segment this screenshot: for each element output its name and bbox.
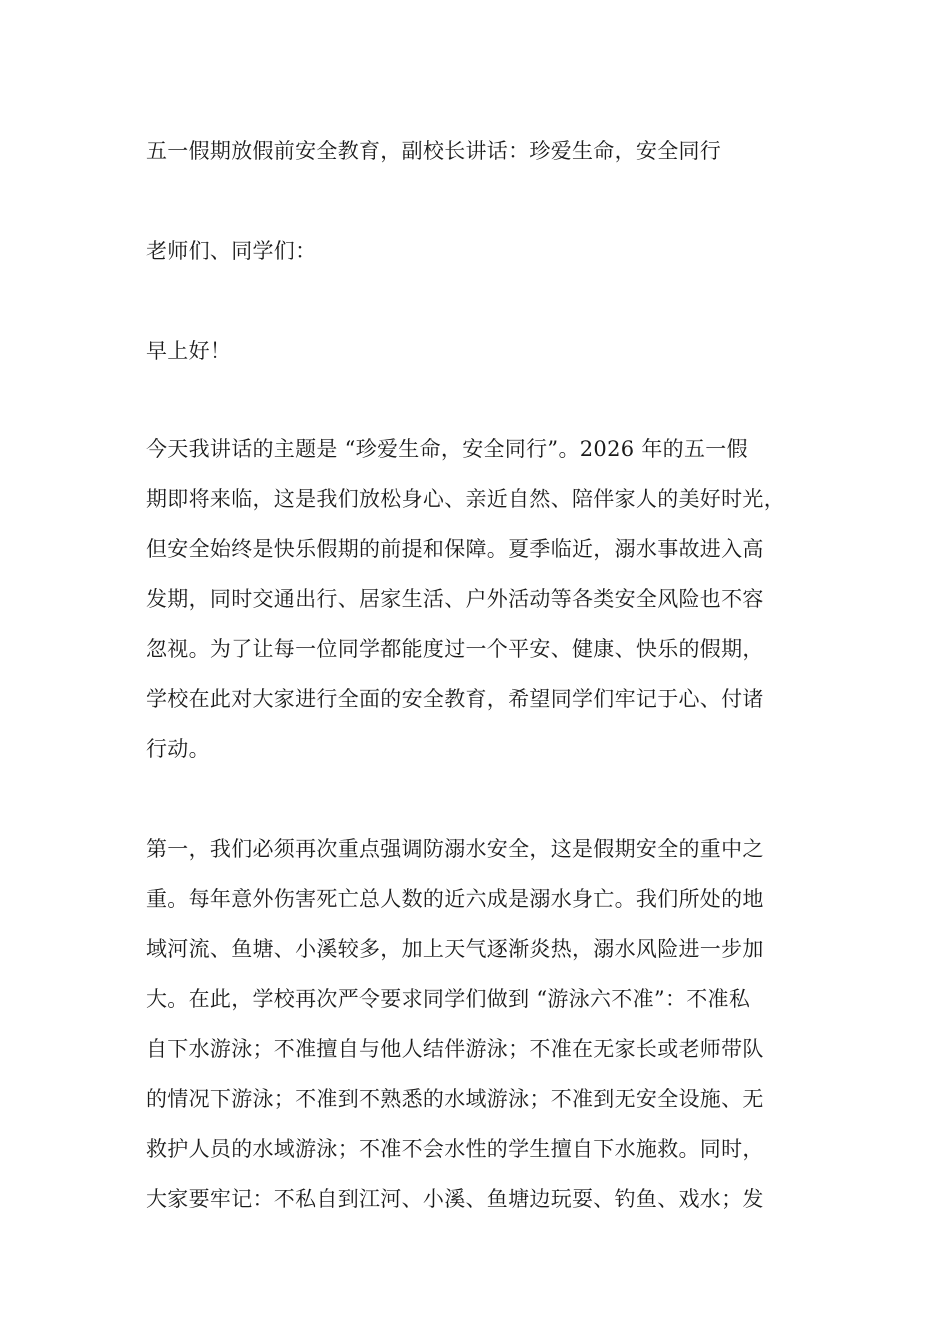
paragraph-line: 的情况下游泳；不准到不熟悉的水域游泳；不准到无安全设施、无 (146, 1087, 764, 1111)
paragraph-first-point (146, 835, 846, 1235)
document-title: 五一假期放假前安全教育，副校长讲话：珍爱生命，安全同行 (146, 139, 722, 163)
paragraph-line: 重。每年意外伤害死亡总人数的近六成是溺水身亡。我们所处的地 (146, 887, 764, 911)
paragraph-line: 第一，我们必须再次重点强调防溺水安全，这是假期安全的重中之 (146, 837, 764, 861)
paragraph-line: 自下水游泳；不准擅自与他人结伴游泳；不准在无家长或老师带队 (146, 1037, 764, 1061)
paragraph-line: 忽视。为了让每一位同学都能度过一个平安、健康、快乐的假期， (146, 637, 764, 661)
paragraph-line: 域河流、鱼塘、小溪较多，加上天气逐渐炎热，溺水风险进一步加 (146, 937, 764, 961)
paragraph-line: 发期，同时交通出行、居家生活、户外活动等各类安全风险也不容 (146, 587, 764, 611)
morning-greeting: 早上好！ (146, 339, 232, 363)
paragraph-line: 期即将来临，这是我们放松身心、亲近自然、陪伴家人的美好时光， (146, 487, 785, 511)
paragraph-line: 学校在此对大家进行全面的安全教育，希望同学们牢记于心、付诸 (146, 687, 764, 711)
paragraph-line: 行动。 (146, 737, 210, 761)
paragraph-line: 大。在此，学校再次严令要求同学们做到 “游泳六不准”：不准私 (146, 987, 751, 1011)
paragraph-line: 大家要牢记：不私自到江河、小溪、鱼塘边玩耍、钓鱼、戏水；发 (146, 1187, 764, 1211)
paragraph-line: 但安全始终是快乐假期的前提和保障。夏季临近，溺水事故进入高 (146, 537, 764, 561)
paragraph-intro (146, 435, 846, 785)
paragraph-line: 救护人员的水域游泳；不准不会水性的学生擅自下水施救。同时， (146, 1137, 764, 1161)
greeting-line: 老师们、同学们： (146, 239, 317, 263)
paragraph-line: 今天我讲话的主题是 “珍爱生命，安全同行”。2026 年的五一假 (146, 437, 748, 461)
